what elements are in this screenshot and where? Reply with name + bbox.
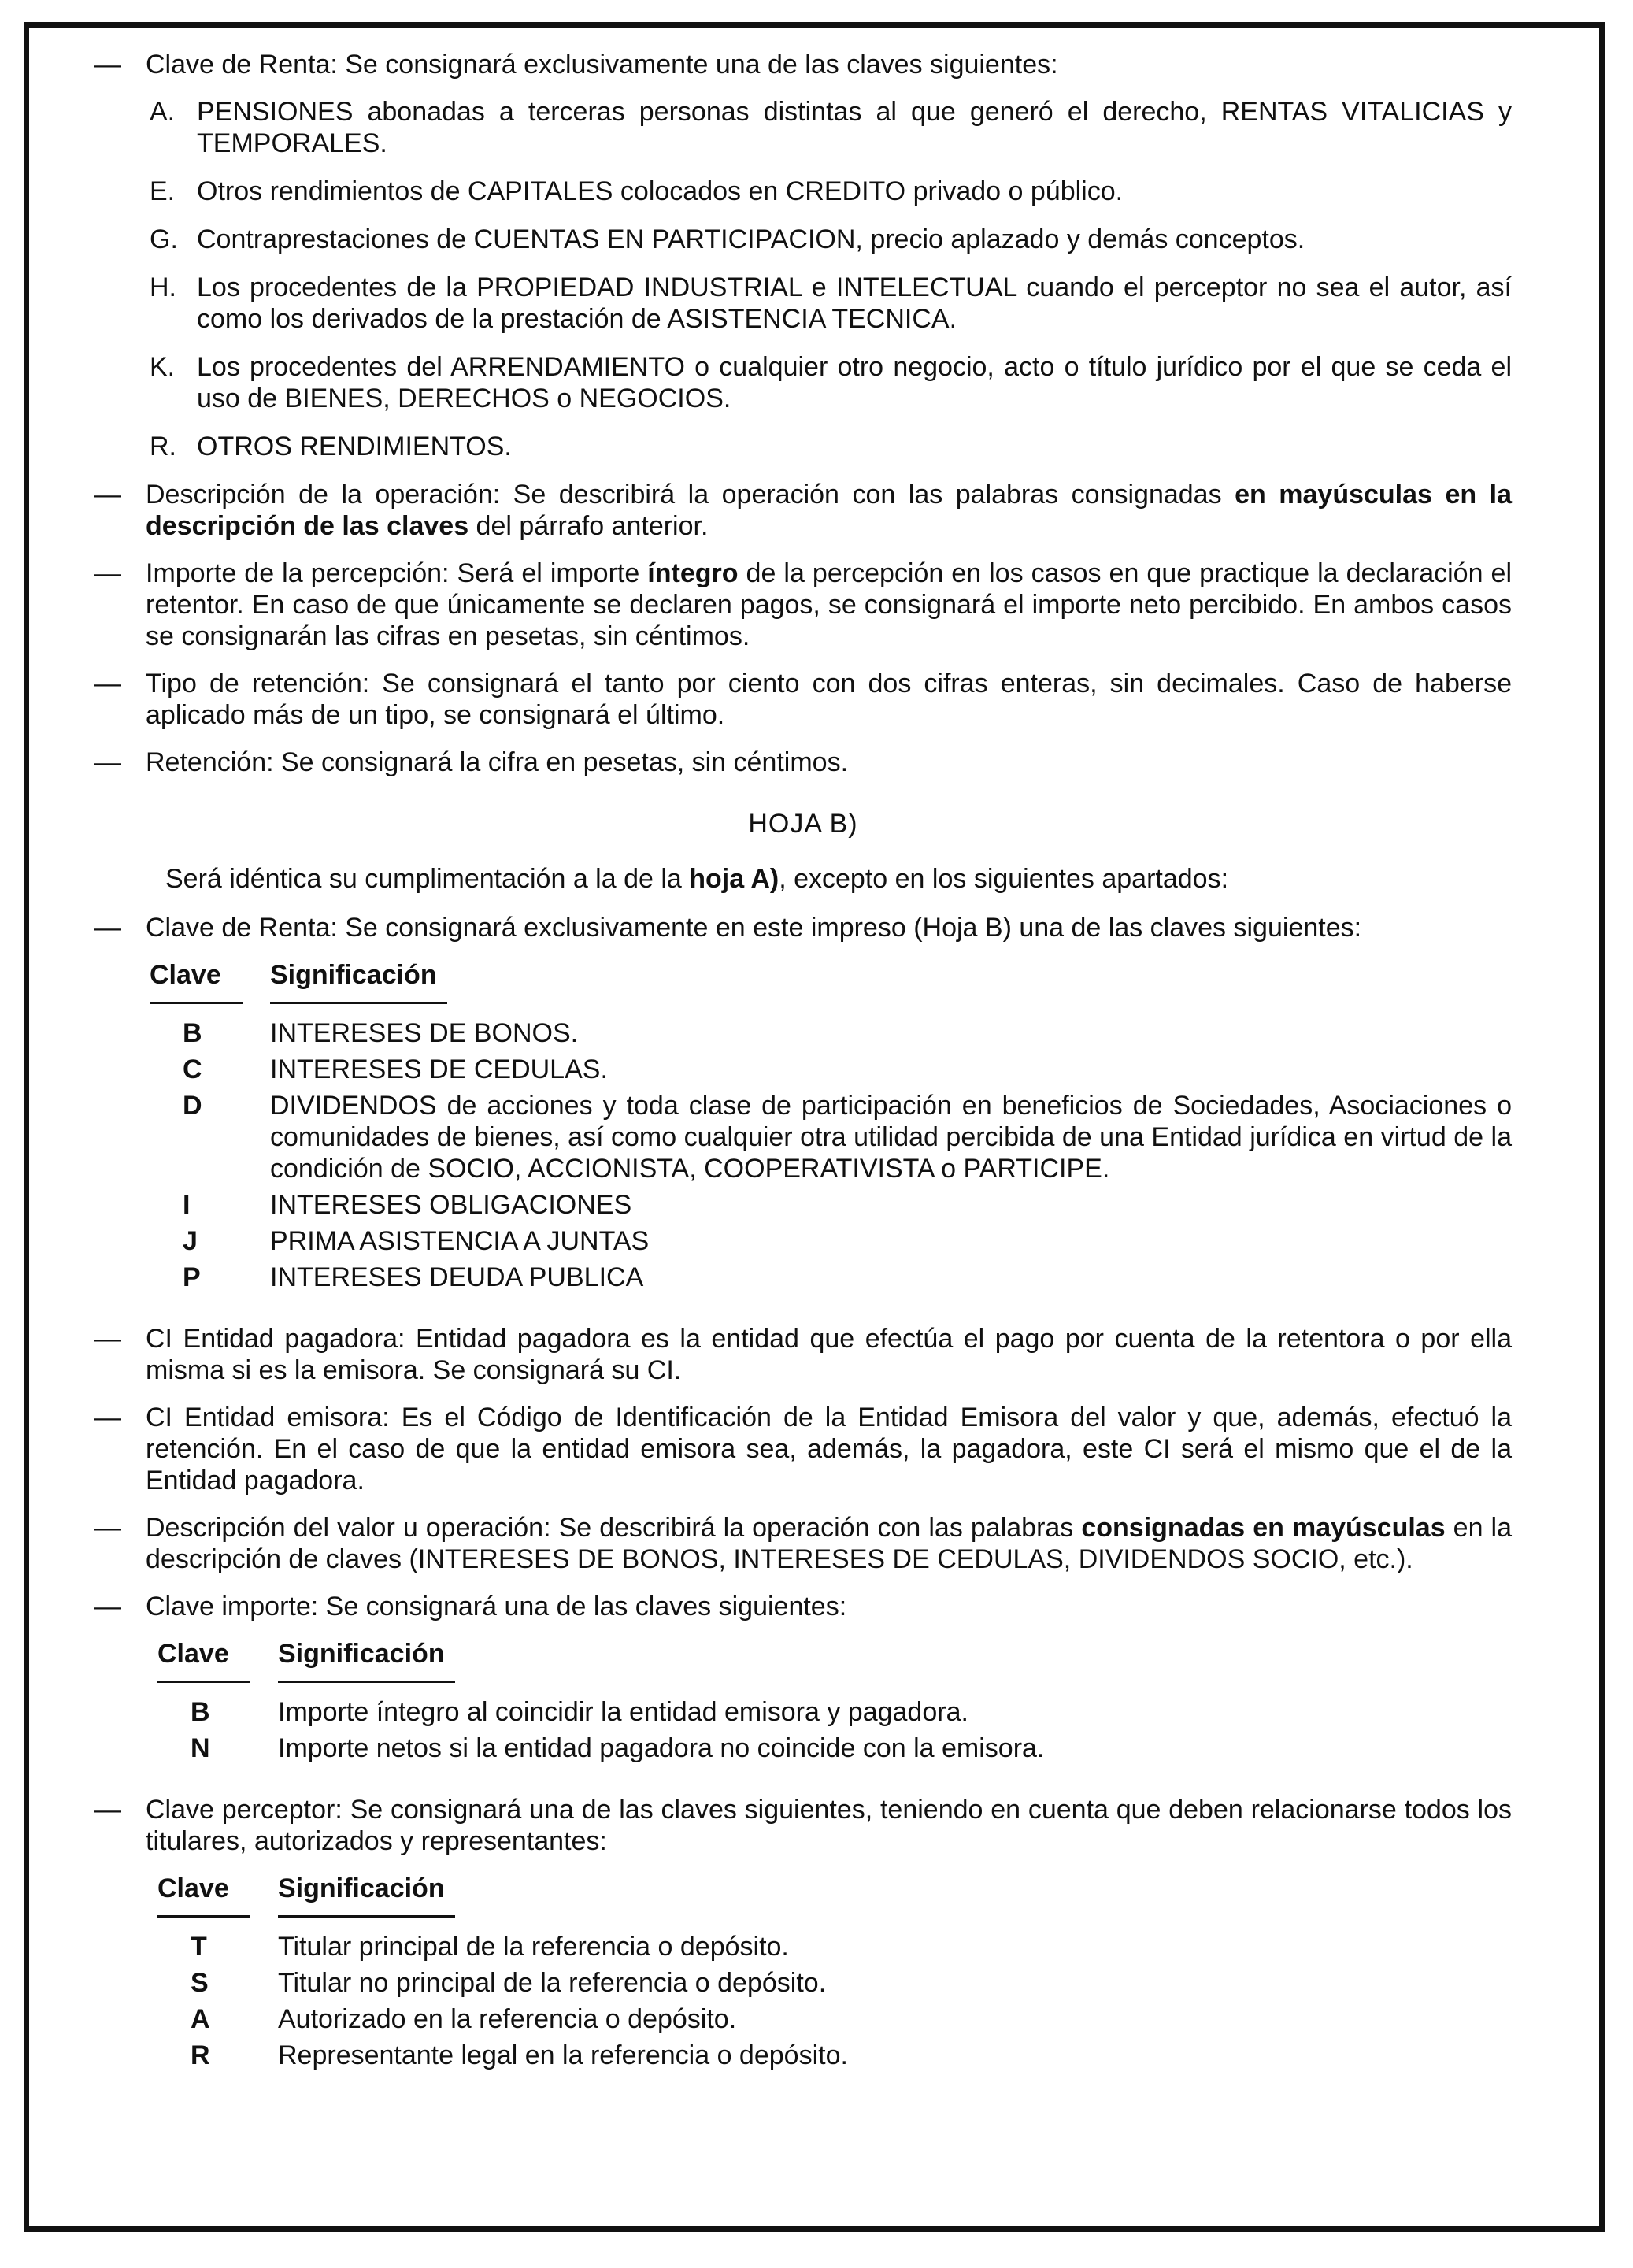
header-clave: Clave: [157, 1873, 229, 1903]
dash: —: [94, 1403, 121, 1432]
table-row: [157, 1696, 1512, 1728]
header-clave: Clave: [150, 960, 221, 990]
dash: —: [94, 558, 121, 588]
row-code: S: [191, 1968, 209, 1998]
table-header: [157, 1873, 1512, 1909]
header-underline: [150, 1002, 243, 1004]
text: CI Entidad pagadora: Entidad pagadora es la entidad que efectúa el pago por cuenta de la retentora o por ella misma si es la emisora. Se consignará su CI.: [146, 1324, 1512, 1385]
header-underline: [278, 1915, 455, 1918]
bullet-retencion: [94, 747, 1512, 778]
clave-text: PENSIONES abonadas a terceras personas distintas al que generó el derecho, RENTAS VITALICIAS y TEMPORALES.: [197, 97, 1512, 158]
row-text: Importe íntegro al coincidir la entidad emisora y pagadora.: [278, 1697, 968, 1727]
clave-item: [94, 224, 1512, 255]
row-text: INTERESES OBLIGACIONES: [270, 1190, 632, 1220]
table-rows: [150, 1017, 1512, 1293]
text: Descripción de la operación: Se describirá la operación con las palabras consignadas: [146, 480, 1235, 510]
table-rows: [157, 1931, 1512, 2071]
row-text: PRIMA ASISTENCIA A JUNTAS: [270, 1226, 650, 1256]
intro-hoja-b: [94, 863, 1512, 895]
document-body: [94, 49, 1512, 2101]
clave-item: [94, 272, 1512, 335]
header-underline: [270, 1002, 447, 1004]
clave-text: OTROS RENDIMIENTOS.: [197, 432, 512, 461]
claves-list-a: [94, 96, 1512, 462]
clave-text: Los procedentes del ARRENDAMIENTO o cualquier otro negocio, acto o título jurídico por el que se ceda el uso de BIENES, DERECHOS o NEGOCIOS.: [197, 352, 1512, 413]
table-row: [150, 1262, 1512, 1293]
row-code: C: [183, 1054, 202, 1084]
header-clave: Clave: [157, 1639, 229, 1669]
table-row: [157, 2040, 1512, 2071]
table-row: [150, 1090, 1512, 1184]
header-underline: [278, 1681, 455, 1683]
row-text: Titular principal de la referencia o depósito.: [278, 1932, 789, 1962]
dash: —: [94, 50, 121, 80]
row-text: INTERESES DE CEDULAS.: [270, 1054, 608, 1084]
bullet-ci-pagadora: [94, 1323, 1512, 1386]
clave-item: [94, 431, 1512, 462]
row-text: INTERESES DE BONOS.: [270, 1018, 579, 1048]
clave-item: [94, 96, 1512, 159]
row-code: B: [183, 1018, 202, 1048]
header-underline: [157, 1915, 250, 1918]
clave-text: Los procedentes de la PROPIEDAD INDUSTRIAL e INTELECTUAL cuando el perceptor no sea el autor, así como los derivados de la prestación de ASISTENCIA TECNICA.: [197, 272, 1512, 334]
row-code: N: [191, 1733, 210, 1763]
clave-key: E.: [150, 176, 176, 206]
bullet-text: Clave de Renta: Se consignará exclusivamente una de las claves siguientes:: [146, 50, 1058, 80]
row-text: Importe netos si la entidad pagadora no coincide con la emisora.: [278, 1733, 1045, 1763]
text: Descripción del valor u operación: Se describirá la operación con las palabras: [146, 1513, 1082, 1543]
header-significacion: Significación: [278, 1873, 445, 1903]
dash: —: [94, 1324, 121, 1354]
text: Tipo de retención: Se consignará el tanto por ciento con dos cifras enteras, sin decimales. Caso de haberse aplicado más de un tipo, se consignará el último.: [146, 669, 1512, 730]
text: Clave importe: Se consignará una de las claves siguientes:: [146, 1592, 847, 1621]
row-code: B: [191, 1697, 210, 1727]
dash: —: [94, 480, 121, 510]
row-code: P: [183, 1262, 201, 1292]
clave-text: Contraprestaciones de CUENTAS EN PARTICIPACION, precio aplazado y demás conceptos.: [197, 224, 1305, 254]
table-row: [150, 1189, 1512, 1221]
row-text: INTERESES DEUDA PUBLICA: [270, 1262, 644, 1292]
dash: —: [94, 669, 121, 699]
table-row: [157, 1967, 1512, 1999]
bullet-clave-importe: [94, 1591, 1512, 1622]
row-code: J: [183, 1226, 198, 1256]
text: Importe de la percepción: Será el importe: [146, 558, 648, 588]
clave-item: [94, 176, 1512, 207]
text: Retención: Se consignará la cifra en pesetas, sin céntimos.: [146, 747, 849, 777]
dash: —: [94, 1592, 121, 1621]
bullet-importe-percepcion: [94, 558, 1512, 652]
clave-key: R.: [150, 432, 176, 461]
row-code: T: [191, 1932, 207, 1962]
bold-text: hoja A): [689, 864, 779, 894]
bullet-clave-renta-b: [94, 912, 1512, 943]
bullet-tipo-retencion: [94, 668, 1512, 731]
table-header: [150, 959, 1512, 995]
bullet-clave-perceptor: [94, 1794, 1512, 1857]
clave-item: [94, 351, 1512, 414]
text: en la descripción de claves (INTERESES DE BONOS, INTERESES DE CEDULAS, DIVIDENDOS SOCIO, etc.).: [146, 1513, 1513, 1574]
row-text: Titular no principal de la referencia o depósito.: [278, 1968, 827, 1998]
bold-text: consignadas en mayúsculas: [1081, 1513, 1446, 1543]
row-code: R: [191, 2040, 210, 2070]
text: Clave de Renta: Se consignará exclusivamente en este impreso (Hoja B) una de las claves siguientes:: [146, 913, 1362, 943]
dash: —: [94, 1513, 121, 1543]
dash: —: [94, 747, 121, 777]
table-header: [157, 1638, 1512, 1674]
table-row: [150, 1054, 1512, 1085]
table-row: [150, 1225, 1512, 1257]
text: CI Entidad emisora: Es el Código de Identificación de la Entidad Emisora del valor y que, además, efectuó la retención. En el caso de que la entidad emisora sea, además, la pagadora, este CI será el mismo que el de la Entidad pagadora.: [146, 1403, 1512, 1495]
clave-importe-table: [157, 1638, 1512, 1764]
row-code: D: [183, 1091, 202, 1121]
row-code: I: [183, 1190, 191, 1220]
clave-key: G.: [150, 224, 178, 254]
header-significacion: Significación: [270, 960, 437, 990]
row-text: DIVIDENDOS de acciones y toda clase de participación en beneficios de Sociedades, Asociaciones o comunidades de bienes, así como cualquier otra utilidad percibida de una Entidad jurídica en virtud de la condición de SOCIO, ACCIONISTA, COOPERATIVISTA o PARTICIPE.: [270, 1091, 1512, 1184]
header-underline: [157, 1681, 250, 1683]
row-code: A: [191, 2004, 210, 2034]
clave-renta-table: [150, 959, 1512, 1293]
text: de la percepción en los casos en que practique la declaración el retentor. En caso de que únicamente se declaren pagos, se consignará el importe neto percibido. En ambos casos se consignarán las cifras en pesetas, sin céntimos.: [146, 558, 1512, 651]
table-row: [157, 2003, 1512, 2035]
clave-key: H.: [150, 272, 176, 302]
table-row: [157, 1931, 1512, 1962]
row-text: Representante legal en la referencia o depósito.: [278, 2040, 848, 2070]
text: del párrafo anterior.: [468, 511, 709, 541]
table-row: [150, 1017, 1512, 1049]
dash: —: [94, 913, 121, 943]
heading-hoja-b: HOJA B): [748, 809, 858, 839]
header-significacion: Significación: [278, 1639, 445, 1669]
bullet-descripcion-valor: [94, 1512, 1512, 1575]
clave-perceptor-table: [157, 1873, 1512, 2071]
clave-text: Otros rendimientos de CAPITALES colocados en CREDITO privado o público.: [197, 176, 1124, 206]
bullet-clave-renta-a: [94, 49, 1512, 80]
clave-key: A.: [150, 97, 176, 127]
table-rows: [157, 1696, 1512, 1764]
bullet-ci-emisora: [94, 1402, 1512, 1496]
text: Clave perceptor: Se consignará una de las claves siguientes, teniendo en cuenta que deben relacionarse todos los titulares, autorizados y representantes:: [146, 1795, 1512, 1856]
dash: —: [94, 1795, 121, 1825]
table-row: [157, 1732, 1512, 1764]
text: Será idéntica su cumplimentación a la de la: [165, 864, 690, 894]
bold-text: íntegro: [647, 558, 739, 588]
bold-text: en mayúsculas en la descripción de las claves: [146, 480, 1512, 541]
bullet-descripcion-operacion: [94, 479, 1512, 542]
clave-key: K.: [150, 352, 176, 382]
text: , excepto en los siguientes apartados:: [779, 864, 1229, 894]
row-text: Autorizado en la referencia o depósito.: [278, 2004, 737, 2034]
